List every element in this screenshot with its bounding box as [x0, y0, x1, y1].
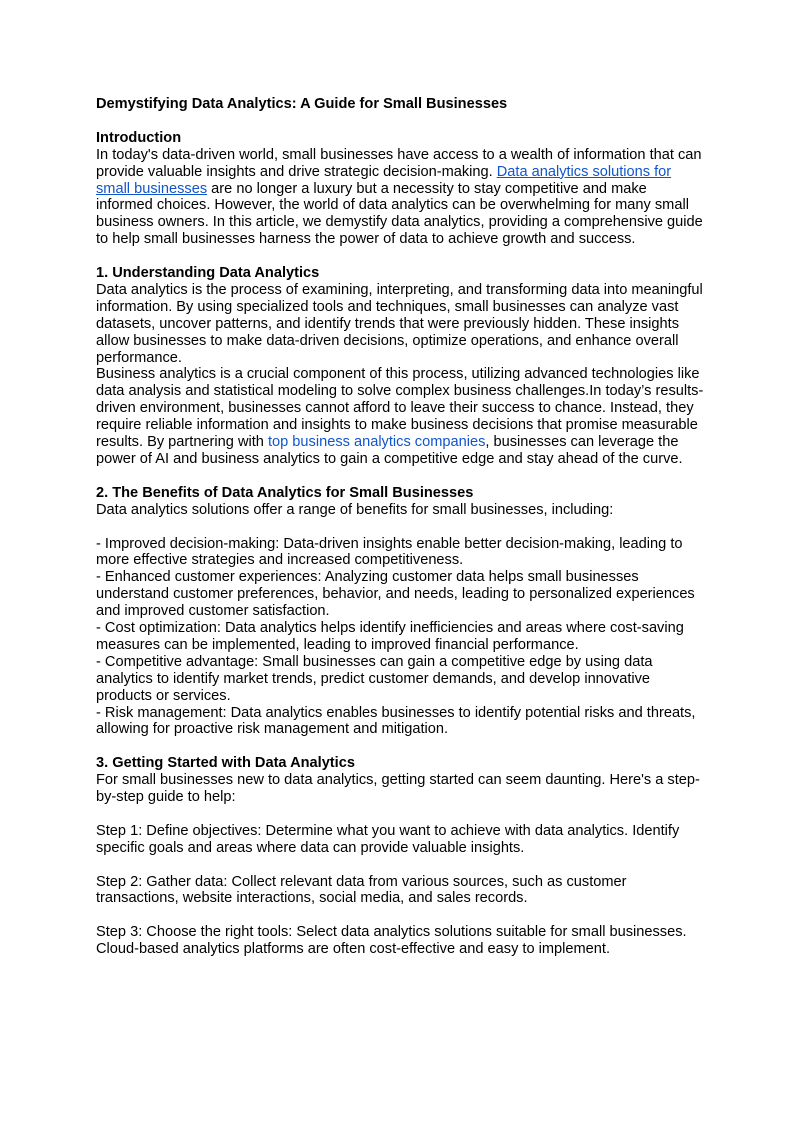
section2-heading: 2. The Benefits of Data Analytics for Small Businesses	[96, 484, 474, 501]
document-title: Demystifying Data Analytics: A Guide for Small Businesses	[96, 96, 508, 112]
data-analytics-solutions-link[interactable]: Data analytics solutions for small businesses	[96, 163, 672, 197]
benefit-item: - Enhanced customer experiences: Analyzing customer data helps small businesses understand customer preferences, behavior, and needs, leading to personalized experiences and improved customer satisfaction.	[96, 569, 695, 620]
section1-heading: 1. Understanding Data Analytics	[96, 265, 320, 282]
section3-heading: 3. Getting Started with Data Analytics	[96, 755, 355, 772]
business-analytics-companies-link[interactable]: top business analytics companies	[267, 434, 486, 451]
section1-paragraph-2	[96, 366, 706, 467]
step-item: Step 1: Define objectives: Determine what you want to achieve with data analytics. Identify specific goals and areas where data can provide valuable insights.	[96, 822, 680, 856]
benefit-item: - Risk management: Data analytics enables businesses to identify potential risks and threats, allowing for proactive risk management and mitigation.	[96, 704, 696, 738]
step-item: Step 2: Gather data: Collect relevant data from various sources, such as customer transactions, website interactions, social media, and sales records.	[96, 873, 627, 907]
intro-text-before: In today's data-driven world, small businesses have access to a wealth of information that can provide valuable insights and drive strategic decision-making.	[96, 146, 702, 180]
intro-heading: Introduction	[96, 129, 182, 146]
section1-text-after: , businesses can leverage the power of AI and business analytics to gain a competitive edge and stay ahead of the curve.	[96, 434, 683, 467]
section3-lead: For small businesses new to data analytics, getting started can seem daunting. Here's a step-by-step guide to help:	[96, 772, 700, 806]
section1-text-before: Business analytics is a crucial component of this process, utilizing advanced technologies like data analysis and statistical modeling to solve complex business challenges.In today’s results-driven environment, businesses cannot afford to leave their success to chance. Instead, they require reliable information and insights to make business decisions that promise measurable results. By partnering with	[96, 366, 704, 451]
intro-paragraph	[96, 147, 706, 248]
step-item: Step 3: Choose the right tools: Select data analytics solutions suitable for small businesses. Cloud-based analytics platforms are often cost-effective and easy to implement.	[96, 924, 687, 958]
intro-text-after: are no longer a luxury but a necessity to stay competitive and make informed choices. However, the world of data analytics can be overwhelming for many small business owners. In this article, we demystify data analytics, providing a comprehensive guide to help small businesses harness the power of data to achieve growth and success.	[96, 180, 703, 248]
section1-paragraph-1: Data analytics is the process of examining, interpreting, and transforming data into meaningful information. By using specialized tools and techniques, small businesses can analyze vast datasets, uncover patterns, and identify trends that were previously hidden. These insights allow businesses to make data-driven decisions, optimize operations, and enhance overall performance.	[96, 281, 703, 366]
benefit-item: - Cost optimization: Data analytics helps identify inefficiencies and areas where cost-saving measures can be implemented, leading to improved financial performance.	[96, 620, 684, 653]
document-page	[96, 96, 706, 958]
section2-lead: Data analytics solutions offer a range of benefits for small businesses, including:	[96, 501, 614, 518]
benefit-item: - Improved decision-making: Data-driven insights enable better decision-making, leading to more effective strategies and increased competitiveness.	[96, 535, 683, 569]
benefit-item: - Competitive advantage: Small businesses can gain a competitive edge by using data analytics to identify market trends, predict customer demands, and develop innovative products or services.	[96, 653, 653, 704]
